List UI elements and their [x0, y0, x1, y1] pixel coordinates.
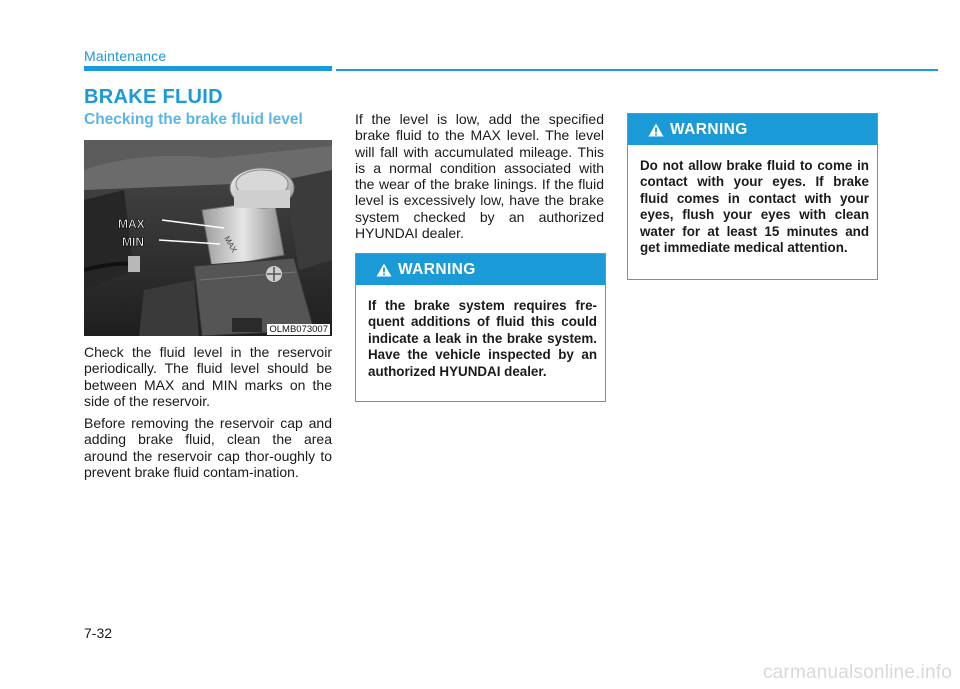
paragraph-low-level: If the level is low, add the specified brake fluid to the MAX level. The level will fall with accumulated mileage. This is a normal condition associated with the wear of the brake linings. If the fluid level is excessively low, have the brake system checked by an authorized HYUNDAI dealer.	[355, 111, 604, 242]
warning-text: Do not allow brake fluid to come in contact with your eyes. If brake fluid comes in contact with your eyes, flush your eyes with clean water for at least 15 minutes and get immediate medical attention.	[640, 158, 869, 256]
left-column-text	[84, 344, 332, 486]
warning-box-leak	[355, 253, 606, 402]
middle-column-text	[355, 111, 604, 247]
watermark[interactable]: carmanualsonline.info	[762, 662, 952, 683]
brake-reservoir-photo	[84, 140, 332, 336]
max-mark-label: MAX	[118, 217, 145, 231]
brake-reservoir-illustration	[84, 140, 332, 336]
page-number: 7-32	[84, 625, 113, 641]
reservoir-cap-label: MAX	[222, 234, 239, 255]
warning-header	[356, 254, 605, 285]
warning-header	[628, 114, 877, 145]
paragraph-check-level: Check the fluid level in the reservoir periodically. The fluid level should be between MAX and MIN marks on the side of the reservoir.	[84, 344, 332, 409]
warning-text: If the brake system requires fre-quent additions of fluid this could indicate a leak in the brake system. Have the vehicle inspected by an authorized HYUNDAI dealer.	[368, 298, 597, 379]
warning-title: WARNING	[670, 120, 748, 138]
warning-triangle-icon	[648, 123, 664, 137]
figure-code: OLMB073007	[269, 324, 328, 335]
paragraph-clean-cap: Before removing the reservoir cap and adding brake fluid, clean the area around the reservoir cap thor-oughly to prevent brake fluid contam-ination.	[84, 415, 332, 481]
section-label: Maintenance	[84, 48, 167, 64]
header-rule-thick	[84, 66, 332, 71]
section-subtitle: Checking the brake fluid level	[84, 111, 303, 128]
header-rule-thin	[336, 69, 938, 71]
page-title: BRAKE FLUID	[84, 86, 223, 108]
warning-box-eyes	[627, 113, 878, 280]
warning-title: WARNING	[398, 260, 476, 278]
warning-triangle-icon	[376, 263, 392, 277]
min-mark-label: MIN	[122, 235, 144, 249]
